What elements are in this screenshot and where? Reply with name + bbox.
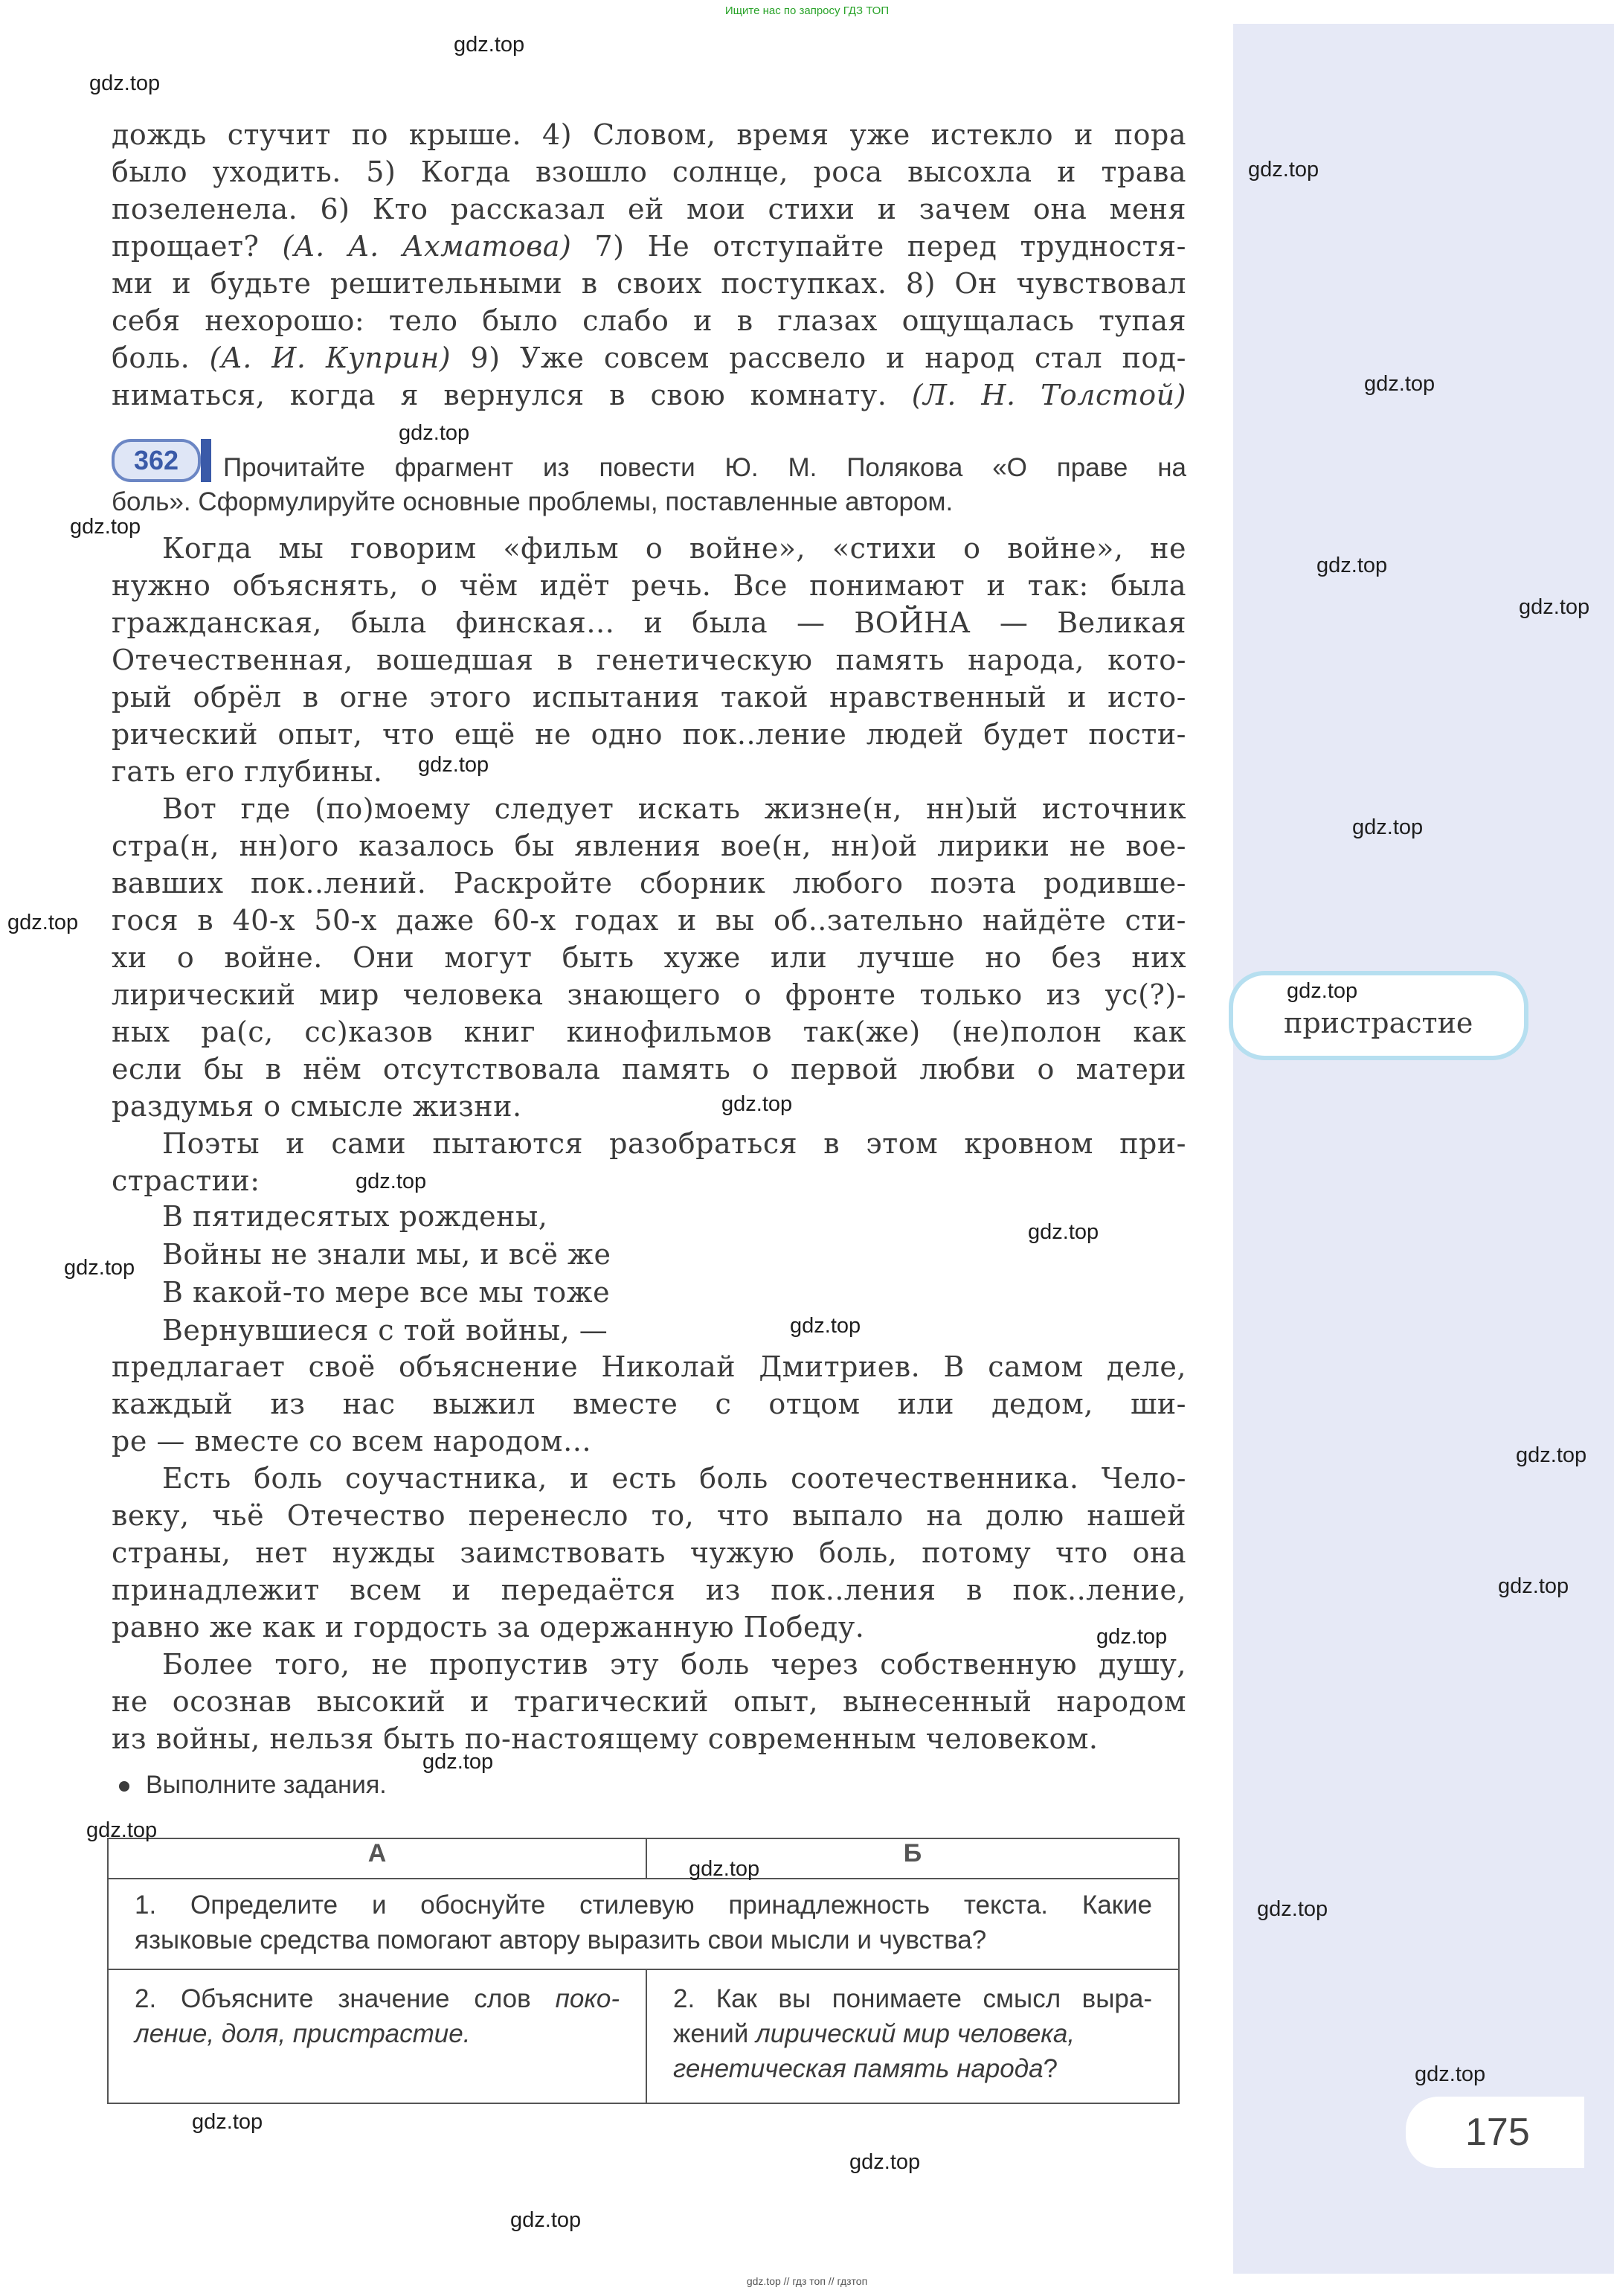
watermark: gdz.top [64, 1256, 135, 1280]
watermark: gdz.top [1498, 1574, 1569, 1598]
text-line: Поэты и сами пытаются разобраться в этом кровном при- [162, 1127, 1186, 1160]
text-line [112, 339, 1186, 376]
text-line: себя нехорошо: тело было слабо и в глазах ощущалась тупая [112, 304, 1186, 337]
task-2a [109, 1971, 645, 2062]
watermark: gdz.top [356, 1170, 427, 1193]
text-line: каждый из нас выжил вместе с отцом или дедом, ши- [112, 1388, 1186, 1420]
task-table [107, 1838, 1180, 2104]
text-line-part: 7) Не отступайте перед трудностя- [571, 230, 1186, 263]
watermark: gdz.top [1248, 158, 1319, 182]
watermark: gdz.top [1096, 1625, 1168, 1649]
text-line: гражданская, была финская… и была — ВОЙНА — Великая [112, 606, 1186, 639]
exercise-task-line: Прочитайте фрагмент из повести Ю. М. Полякова «О праве на [223, 453, 1186, 482]
text-line [112, 376, 1186, 414]
task-term: генетическая память народа [673, 2054, 1044, 2083]
text-line: Когда мы говорим «фильм о войне», «стихи о войне», не [162, 532, 1186, 565]
task-line: 2. Как вы понимаете смысл выра- [673, 1984, 1152, 2013]
task-line-part: жений [673, 2019, 756, 2048]
text-line: равно же как и гордость за одержанную Победу. [112, 1611, 865, 1644]
watermark: gdz.top [1415, 2062, 1486, 2086]
text-line-part: боль. [112, 341, 210, 374]
table-header-row [108, 1838, 1179, 1879]
margin-word-label: пристрастие [1284, 1007, 1473, 1039]
exercise-task-cont [112, 485, 1078, 519]
text-line: предлагает своё объяснение Николай Дмитриев. В самом деле, [112, 1350, 1186, 1383]
exercise-number-badge: 362 [112, 439, 201, 482]
watermark: gdz.top [510, 2208, 582, 2232]
text-line [112, 228, 1186, 265]
paragraph-2 [112, 790, 1186, 1125]
author-citation: (А. И. Куприн) [209, 341, 451, 374]
task-term: лирический мир человека, [756, 2019, 1076, 2048]
watermark: gdz.top [70, 515, 141, 539]
watermark: gdz.top [454, 33, 525, 57]
text-line: лирический мир человека знающего о фронте только из ус(?)- [112, 978, 1186, 1011]
watermark: gdz.top [422, 1750, 494, 1774]
watermark: gdz.top [89, 71, 161, 95]
text-line: нужно объяснять, о чём идёт речь. Все понимают и так: была [112, 569, 1186, 602]
table-row [108, 1969, 1179, 2103]
watermark: gdz.top [192, 2110, 263, 2134]
poem-line: Вернувшиеся с той войны, — [162, 1314, 608, 1347]
task-line-part: ? [1043, 2054, 1058, 2083]
exercise-badge-bar [201, 439, 211, 482]
watermark: gdz.top [399, 421, 470, 445]
column-header-a: А [108, 1838, 646, 1879]
watermark: gdz.top [7, 911, 79, 934]
text-line: вавших пок..лений. Раскройте сборник любого поэта родивше- [112, 867, 1186, 900]
text-line: веку, чьё Отечество перенесло то, что выпало на долю нашей [112, 1499, 1186, 1532]
watermark: gdz.top [1257, 1897, 1328, 1921]
watermark: gdz.top [721, 1092, 793, 1116]
text-line: принадлежит всем и передаётся из пок..ления в пок..ление, [112, 1574, 1186, 1606]
text-line: стра(н, нн)ого казалось бы явления вое(н, нн)ой лирики не вое- [112, 830, 1186, 862]
continuation-text [112, 116, 1186, 414]
text-line: гать его глубины. [112, 755, 383, 788]
poem [162, 1198, 611, 1350]
paragraph-4 [112, 1348, 1186, 1460]
table-row [108, 1879, 1179, 1969]
table-cell [108, 1969, 646, 2103]
paragraph-3 [112, 1125, 1186, 1199]
bullet-icon [119, 1781, 129, 1792]
text-line: раздумья о смысле жизни. [112, 1090, 522, 1123]
watermark: gdz.top [1352, 815, 1424, 839]
text-line-part: 9) Уже совсем рассвело и народ стал под- [451, 341, 1186, 374]
watermark: gdz.top [1028, 1220, 1099, 1244]
page-number: 175 [1406, 2097, 1584, 2168]
task-line [673, 2016, 1152, 2051]
exercise-task-line: боль». Сформулируйте основные проблемы, поставленные автором. [112, 487, 954, 516]
watermark: gdz.top [1364, 372, 1435, 396]
watermark: gdz.top [790, 1314, 861, 1338]
task-1 [109, 1880, 1177, 1968]
header-note: Ищите нас по запросу ГДЗ ТОП [724, 4, 890, 17]
watermark: gdz.top [689, 1857, 760, 1881]
text-line: Отечественная, вошедшая в генетическую память народа, кото- [112, 644, 1186, 676]
text-line: ми и будьте решительными в своих поступках. 8) Он чувствовал [112, 267, 1186, 300]
side-margin-panel [1233, 24, 1614, 2274]
text-line: страны, нет нужды заимствовать чужую боль, потому что она [112, 1536, 1186, 1569]
watermark: gdz.top [1287, 979, 1358, 1003]
poem-line: Войны не знали мы, и всё же [162, 1238, 611, 1271]
text-line: дождь стучит по крыше. 4) Словом, время уже истекло и пора [112, 118, 1186, 151]
watermark: gdz.top [1519, 595, 1590, 619]
text-line: хи о войне. Они могут быть хуже или лучше но без них [112, 941, 1186, 974]
text-line: рый обрёл в огне этого испытания такой нравственный и исто- [112, 681, 1186, 714]
column-header-b: Б [646, 1838, 1179, 1879]
text-line-part: прощает? [112, 230, 283, 263]
text-line: Более того, не пропустив эту боль через собственную душу, [162, 1648, 1186, 1681]
task-line-part: 2. Объясните значение слов [135, 1984, 556, 2013]
task-line [673, 2051, 1152, 2086]
text-line: не осознав высокий и трагический опыт, вынесенный народом [112, 1685, 1186, 1718]
task-term: поко- [555, 1984, 620, 2013]
text-line: ре — вместе со всем народом… [112, 1425, 592, 1458]
author-citation: (Л. Н. Толстой) [911, 379, 1186, 411]
paragraph-5 [112, 1460, 1186, 1646]
watermark: gdz.top [849, 2150, 921, 2174]
task-term: ление, доля, пристрастие. [135, 2019, 471, 2048]
task-line [135, 1981, 620, 2016]
task-line: языковые средства помогают автору выразить свои мысли и чувства? [135, 1925, 987, 1955]
paragraph-6 [112, 1646, 1186, 1757]
table-cell [646, 1969, 1179, 2103]
task-line: 1. Определите и обоснуйте стилевую принадлежность текста. Какие [135, 1891, 1152, 1920]
text-line: гося в 40-х 50-х даже 60-х годах и вы об..зательно найдёте сти- [112, 904, 1186, 937]
text-line: Есть боль соучастника, и есть боль соотечественника. Чело- [162, 1462, 1186, 1495]
watermark: gdz.top [418, 753, 489, 777]
watermark: gdz.top [86, 1818, 158, 1842]
author-citation: (А. А. Ахматова) [282, 230, 572, 263]
text-line: рический опыт, что ещё не одно пок..ление людей будет пости- [112, 718, 1186, 751]
text-line: страстии: [112, 1164, 260, 1197]
task-2b [648, 1971, 1177, 2097]
poem-line: В пятидесятых рождены, [162, 1200, 548, 1233]
exercise-task [223, 451, 1186, 485]
bullet-task-label: Выполните задания. [146, 1771, 387, 1799]
watermark: gdz.top [1316, 554, 1388, 577]
table-cell [108, 1879, 1179, 1969]
text-line: было уходить. 5) Когда взошло солнце, роса высохла и трава [112, 155, 1186, 188]
footer-note: gdz.top // гдз топ // гдзтоп [746, 2275, 868, 2287]
text-line-part: ниматься, когда я вернулся в свою комнату. [112, 379, 912, 411]
bullet-task [119, 1771, 387, 1800]
text-line: если бы в нём отсутствовала память о первой любви о матери [112, 1053, 1186, 1086]
text-line: ных ра(с, сс)казов книг кинофильмов так(же) (не)полон как [112, 1016, 1186, 1048]
text-line: из войны, нельзя быть по-настоящему современным человеком. [112, 1722, 1099, 1755]
poem-line: В какой-то мере все мы тоже [162, 1276, 611, 1309]
margin-vocabulary-word [1229, 971, 1528, 1060]
text-line: Вот где (по)моему следует искать жизне(н, нн)ый источник [162, 792, 1186, 825]
watermark: gdz.top [1516, 1443, 1587, 1467]
text-line: позеленела. 6) Кто рассказал ей мои стихи и зачем она меня [112, 193, 1186, 225]
paragraph-1 [112, 530, 1186, 790]
